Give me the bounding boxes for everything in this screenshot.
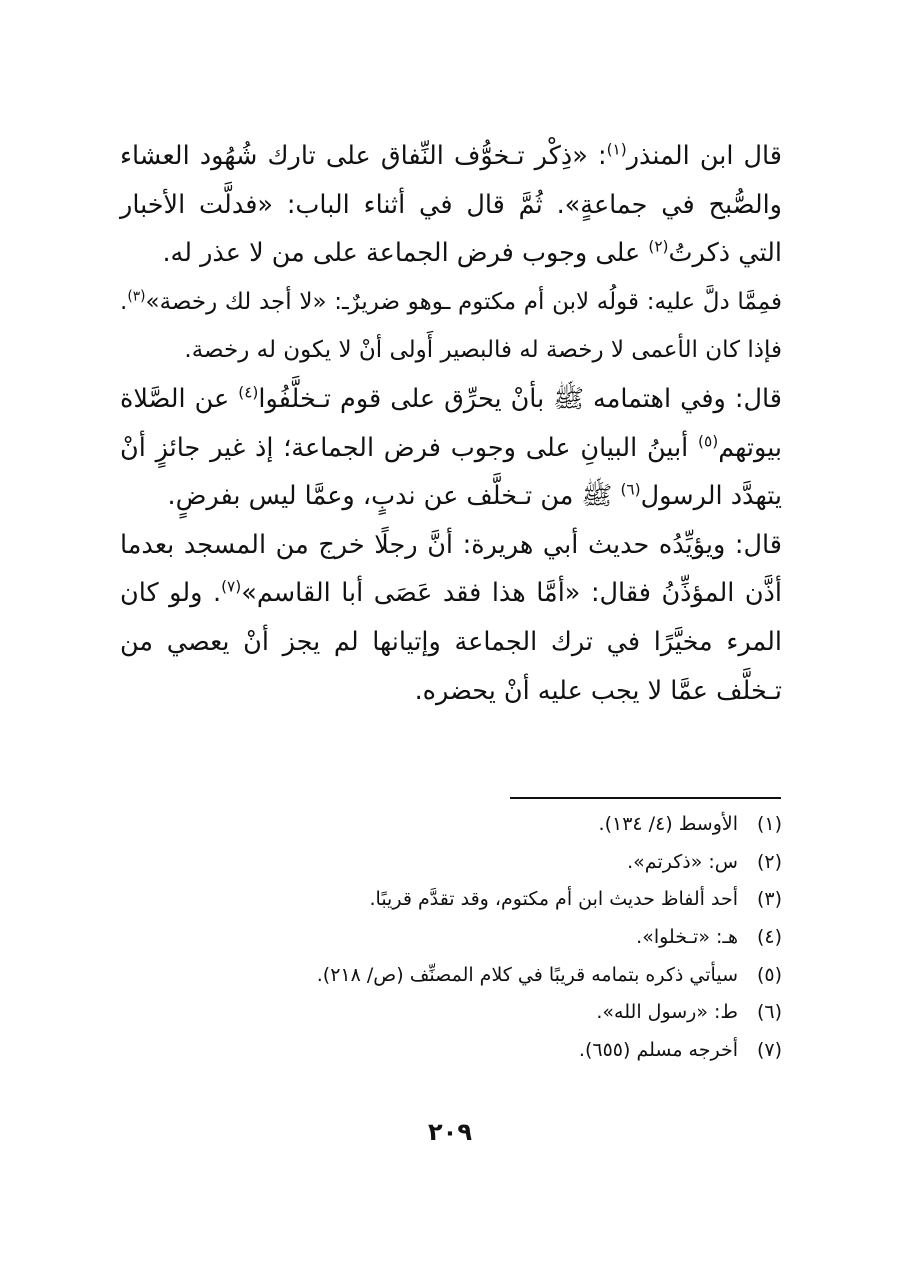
paragraph-text: عن الصَّلاة بيوتهم [120,383,782,463]
footnote [200,888,782,926]
paragraph-text: . ولو كان المرء مخيَّرًا في ترك الجماعة وإتيانها لم يجز أنْ يعصي من تـخلَّف عمَّا لا يجب عليه أنْ يحضره. [120,578,782,706]
footnote-text: أحد ألفاظ حديث ابن أم مكتوم، وقد تقدَّم قريبًا. [369,888,738,911]
footnote-number: (٥) [756,963,782,986]
footnote-text: الأوسط (٤/ ١٣٤). [598,813,738,835]
paragraph-text: : «ذِكْر تـخوُّف النِّفاق على تارك شُهُود العشاء والصُّبح في جماعةٍ». ثُمَّ قال في أثناء الباب: «فدلَّت الأخبار التي ذكرتُ [120,141,782,269]
paragraph-text: . فإذا كان الأعمى لا رخصة له فالبصير أَولى أنْ لا يكون له رخصة. [120,288,782,364]
paragraph [120,132,782,278]
footnote-marker: (٣) [127,288,146,305]
page-number: ٢٠٩ [428,1118,472,1146]
footnote-marker: (٢) [648,237,669,256]
footnote-number: (٣) [756,888,782,911]
paragraph [120,278,782,375]
footnote [200,1001,782,1039]
footnote [200,851,782,889]
footnote-text: أخرجه مسلم (٦٥٥). [578,1039,738,1062]
footnote-text: ط: «رسول الله». [596,1001,738,1024]
paragraph-text: فمِمَّا دلَّ عليه: قولُه لابن أم مكتوم ـوهو ضريرٌـ: «لا أجد لك رخصة» [145,288,782,315]
footnote [200,813,782,851]
footnote-number: (٤) [756,926,782,949]
footnote-number: (٦) [756,1001,782,1024]
paragraph-text: أبينُ البيانِ على وجوب فرض الجماعة؛ إذ غير جائزٍ أنْ يتهدَّد الرسول [120,432,782,512]
paragraph [120,375,782,521]
footnote-text: س: «ذكرتم». [627,850,738,873]
footnote [200,1039,782,1077]
paragraph-text: قال: ويؤيِّدُه حديث أبي هريرة: أنَّ رجلًا خرج من المسجد بعدما أذَّن المؤذِّنُ فقال: «أمَّا هذا فقد عَصَى أبا القاسم» [120,529,783,609]
footnote-marker: (٦) [620,480,641,499]
footnote-marker: (٧) [221,577,242,596]
footnote-number: (٢) [756,850,782,873]
footnote-text: سيأتي ذكره بتمامه قريبًا في كلام المصنِّف (ص/ ٢١٨). [316,963,738,986]
footnote-text: هـ: «تـخلوا». [636,926,738,949]
paragraph [120,521,782,715]
paragraph-text: على وجوب فرض الجماعة على من لا عذر له. [162,238,649,269]
footnote-marker: (٥) [698,432,719,451]
footnote [200,964,782,1002]
footnote-marker: (١) [606,140,627,159]
paragraph-text: ﷺ من تـخلَّف عن ندبٍ، وعمَّا ليس بفرضٍ. [167,481,621,512]
paragraph-text: قال: وفي اهتمامه ﷺ بأنْ يحرِّق على قوم تـخلَّفُوا [258,383,782,414]
footnote-separator [510,797,781,799]
footnote [200,926,782,964]
footnote-number: (١) [756,813,782,835]
main-text [120,132,782,715]
paragraph-text: قال ابن المنذر [626,141,782,171]
footnote-number: (٧) [756,1039,782,1062]
footnote-marker: (٤) [238,383,259,402]
footnotes-list [200,813,782,1077]
